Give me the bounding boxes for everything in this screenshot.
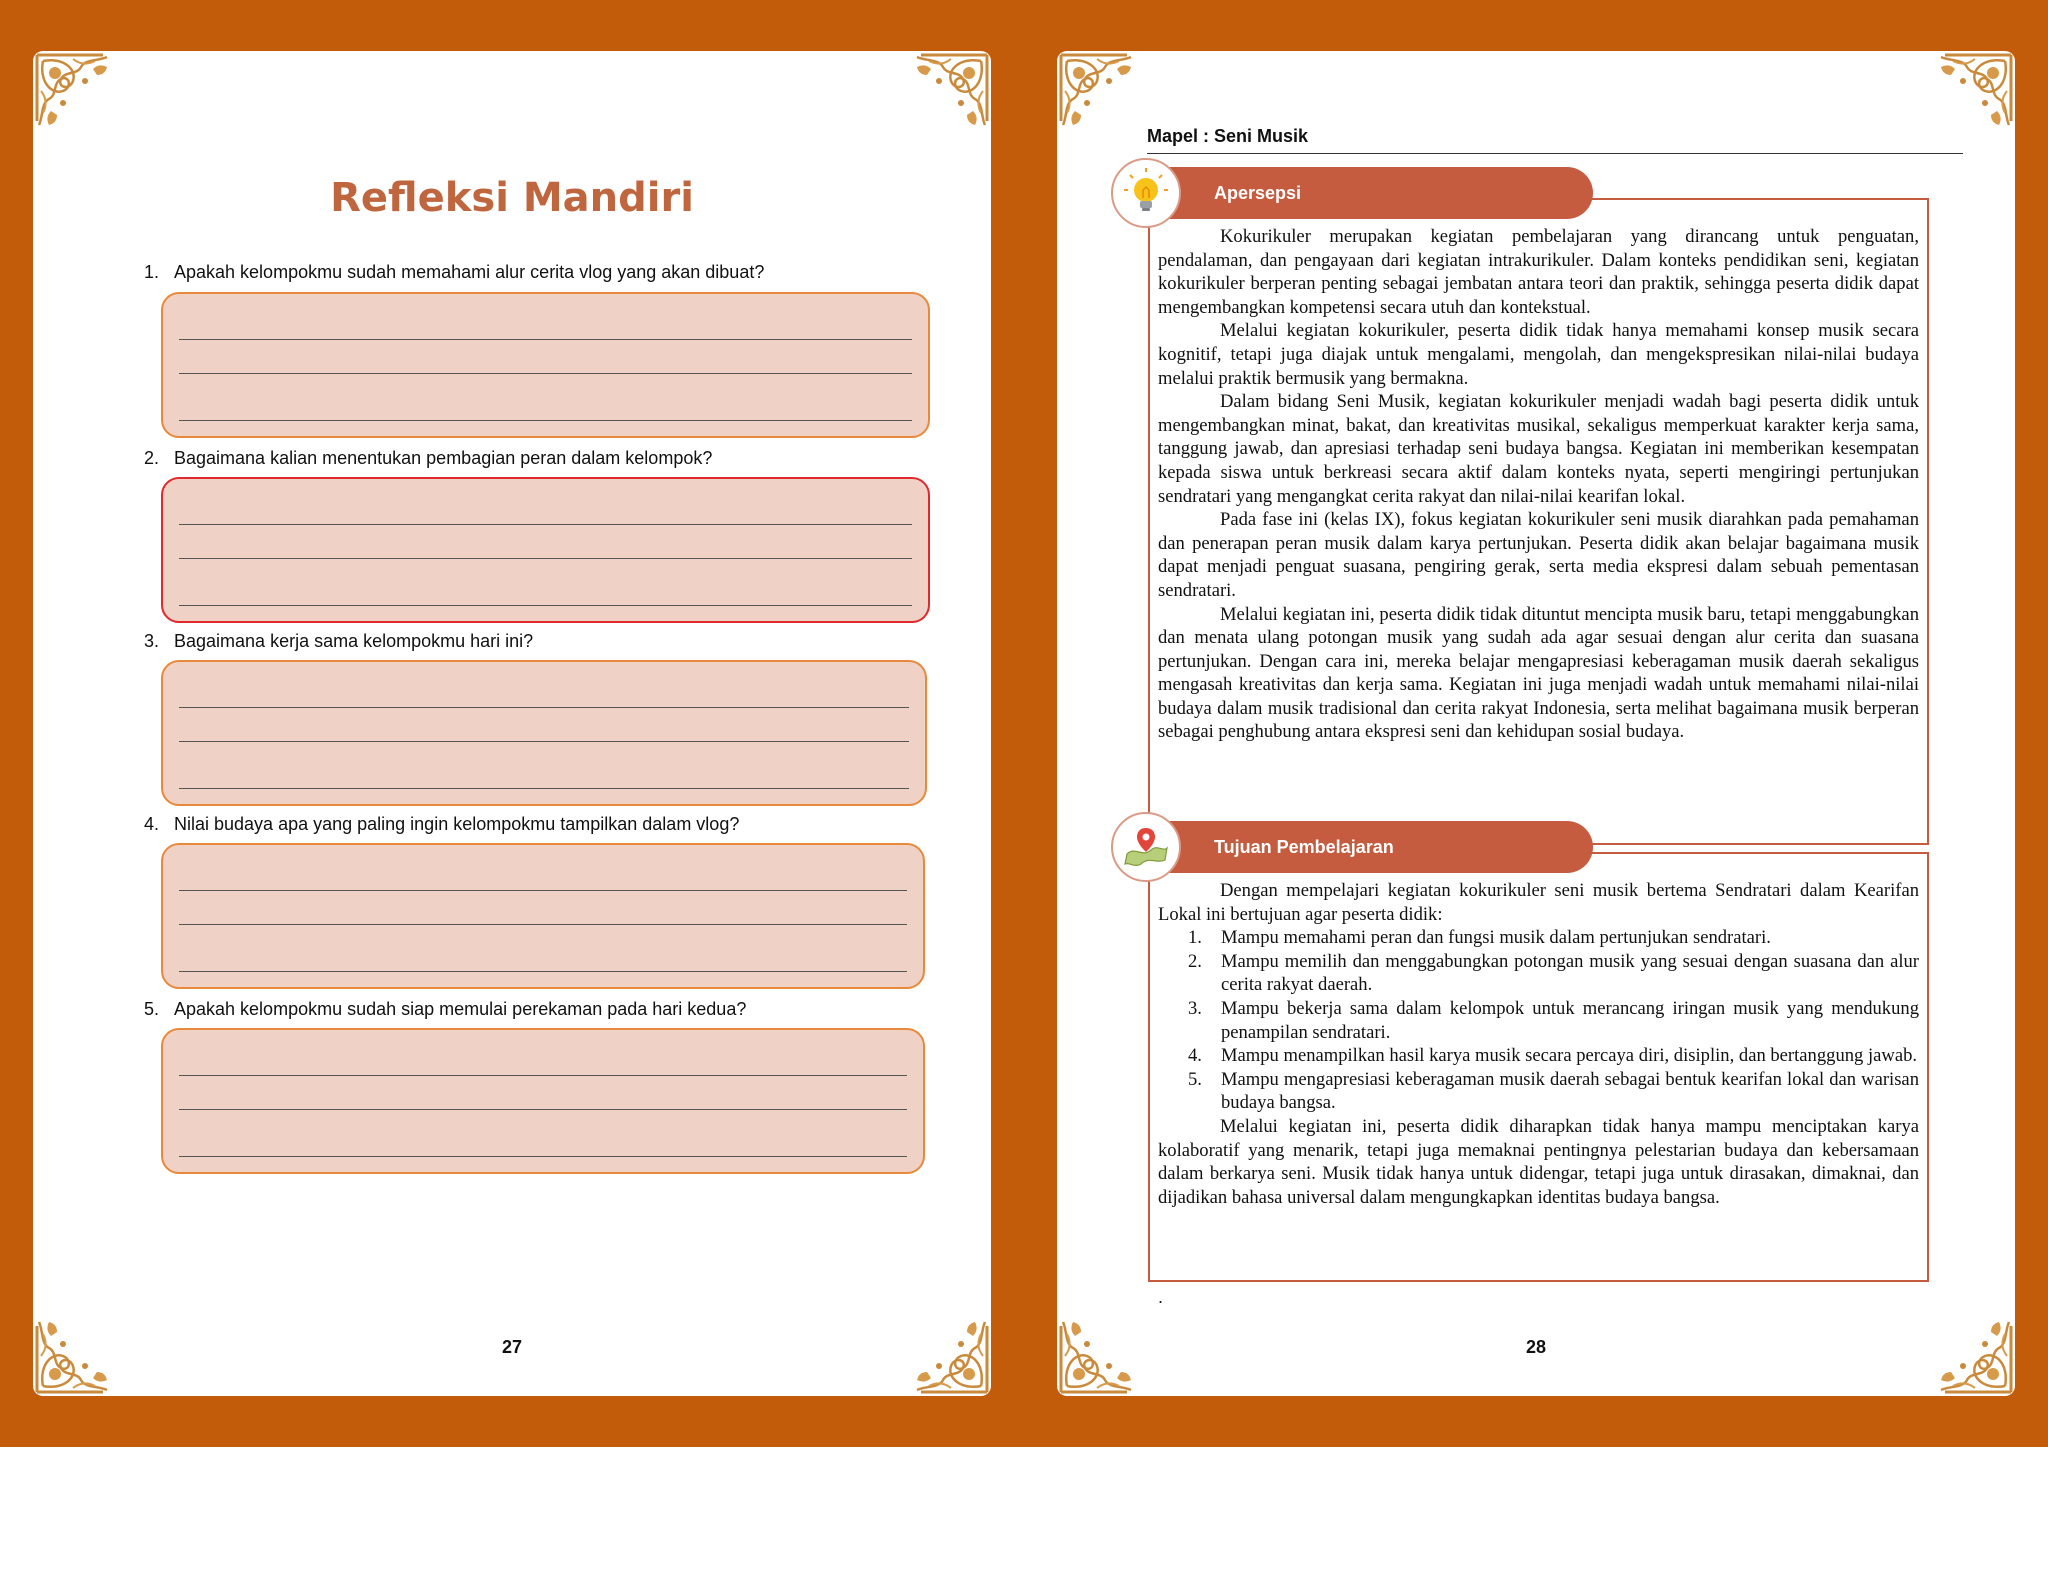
- question-text: Bagaimana kalian menentukan pembagian peran dalam kelompok?: [174, 448, 713, 468]
- answer-box-5[interactable]: [161, 1028, 925, 1174]
- ornament-corner-icon: [871, 51, 991, 171]
- question-5: 5. Apakah kelompokmu sudah siap memulai perekaman pada hari kedua?: [143, 999, 747, 1019]
- answer-line: [179, 420, 912, 421]
- question-2: 2. Bagaimana kalian menentukan pembagian peran dalam kelompok?: [143, 448, 713, 468]
- apersepsi-text: [1158, 225, 1919, 744]
- list-item: 3. Mampu bekerja sama dalam kelompok untuk merancang iringan musik yang mendukung penampilan sendratari.: [1188, 997, 1919, 1043]
- answer-line: [179, 605, 912, 606]
- ornament-corner-icon: [33, 51, 153, 171]
- tujuan-outro: Melalui kegiatan ini, peserta didik diharapkan tidak hanya mampu menciptakan karya kolaboratif yang menarik, tetapi juga memaknai pentingnya pelestarian budaya dan kebersamaan dalam berkarya seni. Musik tidak hanya untuk didengar, tetapi juga untuk dirasakan, dimaknai, dan dijadikan bahasa universal dalam mengungkapkan identitas budaya bangsa.: [1158, 1115, 1919, 1208]
- question-4: 4. Nilai budaya apa yang paling ingin kelompokmu tampilkan dalam vlog?: [143, 814, 740, 834]
- header-divider: [1147, 153, 1963, 154]
- question-text: Nilai budaya apa yang paling ingin kelompokmu tampilkan dalam vlog?: [174, 814, 740, 834]
- question-text: Apakah kelompokmu sudah memahami alur cerita vlog yang akan dibuat?: [174, 262, 765, 282]
- page-number: 27: [501, 1337, 523, 1357]
- answer-box-4[interactable]: [161, 843, 925, 989]
- section-title: Tujuan Pembelajaran: [1214, 837, 1394, 857]
- map-pin-icon: [1111, 812, 1181, 882]
- answer-line: [179, 971, 907, 972]
- paragraph: Melalui kegiatan kokurikuler, peserta didik tidak hanya memahami konsep musik secara kognitif, tetapi juga diajak untuk mengalami, mengolah, dan mengekspresikan nilai-nilai budaya melalui praktik bermusik yang bermakna.: [1158, 320, 1919, 389]
- answer-line: [179, 373, 912, 374]
- answer-line: [179, 339, 912, 340]
- ornament-corner-icon: [1895, 1276, 2015, 1396]
- answer-box-3[interactable]: [161, 660, 927, 806]
- answer-line: [179, 890, 907, 891]
- stray-dot: .: [1158, 1287, 1164, 1307]
- answer-line: [179, 1156, 907, 1157]
- page-number: 28: [1525, 1337, 1547, 1357]
- answer-line: [179, 524, 912, 525]
- lightbulb-icon: [1111, 158, 1181, 228]
- list-item: 2. Mampu memilih dan menggabungkan potongan musik yang sesuai dengan suasana dan alur cerita rakyat daerah.: [1188, 950, 1919, 996]
- answer-box-1[interactable]: [161, 292, 930, 438]
- paragraph: Pada fase ini (kelas IX), fokus kegiatan kokurikuler seni musik diarahkan pada pemahaman dan penerapan peran musik dalam karya pertunjukan. Peserta didik akan belajar bagaimana musik dapat menjadi penguat suasana, pengiring gerak, serta media ekspresi dalam sebuah pementasan sendratari.: [1158, 509, 1919, 601]
- apersepsi-tab: [1169, 167, 1593, 219]
- answer-line: [179, 741, 909, 742]
- tujuan-intro: Dengan mempelajari kegiatan kokurikuler seni musik bertema Sendratari dalam Kearifan Lokal ini bertujuan agar peserta didik:: [1158, 880, 1919, 925]
- subject-header: Mapel : Seni Musik: [1147, 126, 1309, 146]
- ornament-corner-icon: [871, 1276, 991, 1396]
- tujuan-text: [1158, 879, 1919, 1209]
- section-title: Apersepsi: [1214, 183, 1302, 203]
- page-right: [1057, 51, 2015, 1396]
- question-1: 1. Apakah kelompokmu sudah memahami alur cerita vlog yang akan dibuat?: [143, 262, 765, 282]
- tujuan-list: [1158, 926, 1919, 1115]
- paragraph: Dalam bidang Seni Musik, kegiatan kokurikuler menjadi wadah bagi peserta didik untuk mengembangkan minat, bakat, dan kreativitas musikal, sekaligus memperkuat karakter kerja sama, tanggung jawab, dan apresiasi terhadap seni budaya bangsa. Kegiatan ini memberikan kesempatan kepada siswa untuk berkreasi secara aktif dalam konteks nyata, seperti mengiringi pertunjukan sendratari yang mengangkat cerita rakyat dan nilai-nilai kearifan lokal.: [1158, 391, 1919, 507]
- answer-line: [179, 924, 907, 925]
- question-3: 3. Bagaimana kerja sama kelompokmu hari ini?: [143, 631, 534, 651]
- answer-line: [179, 788, 909, 789]
- answer-box-2[interactable]: [161, 477, 930, 623]
- paragraph: Kokurikuler merupakan kegiatan pembelajaran yang dirancang untuk penguatan, pendalaman, dan pengayaan dari kegiatan intrakurikuler. Dalam konteks pendidikan seni, kegiatan kokurikuler berperan penting sebagai jembatan antara teori dan praktik, sehingga peserta didik dapat mengembangkan kompetensi secara utuh dan kontekstual.: [1158, 226, 1919, 318]
- question-text: Bagaimana kerja sama kelompokmu hari ini?: [174, 631, 534, 651]
- paragraph: Melalui kegiatan ini, peserta didik tidak dituntut mencipta musik baru, tetapi menggabungkan dan menata ulang potongan musik yang sudah ada agar sesuai dengan alur cerita dan suasana pertunjukan. Dengan cara ini, mereka belajar mengapresiasi keberagaman musik daerah sekaligus mengasah kreativitas dan kerja sama. Kegiatan ini juga menjadi wadah untuk memahami nilai-nilai budaya dalam musik tradisional dan cerita rakyat Indonesia, serta melihat bagaimana musik berperan sebagai penghubung antara ekspresi seni dan kehidupan sosial budaya.: [1158, 603, 1919, 743]
- list-item: 5. Mampu mengapresiasi keberagaman musik daerah sebagai bentuk kearifan lokal dan warisan budaya bangsa.: [1188, 1068, 1919, 1114]
- answer-line: [179, 707, 909, 708]
- answer-line: [179, 1075, 907, 1076]
- tujuan-tab: [1169, 821, 1593, 873]
- question-text: Apakah kelompokmu sudah siap memulai perekaman pada hari kedua?: [174, 999, 747, 1019]
- ornament-corner-icon: [33, 1276, 153, 1396]
- page-left: [33, 51, 991, 1396]
- list-item: 1. Mampu memahami peran dan fungsi musik dalam pertunjukan sendratari.: [1188, 927, 1771, 949]
- answer-line: [179, 1109, 907, 1110]
- answer-line: [179, 558, 912, 559]
- list-item: 4. Mampu menampilkan hasil karya musik secara percaya diri, disiplin, dan bertanggung jawab.: [1188, 1045, 1918, 1067]
- page-title: Refleksi Mandiri: [330, 175, 694, 221]
